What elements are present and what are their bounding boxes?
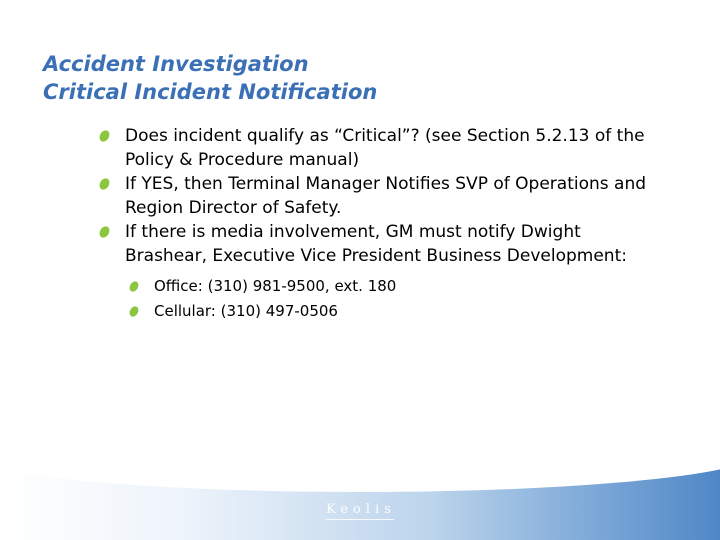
bullet-text: If YES, then Terminal Manager Notifies SVP of Operations and Region Director of Safety. xyxy=(125,174,647,218)
list-item xyxy=(100,172,660,220)
list-item xyxy=(100,220,660,268)
sub-list-item xyxy=(130,274,660,299)
bullet-icon xyxy=(128,280,140,294)
bullet-text: If there is media involvement, GM must notify Dwight Brashear, Executive Vice President Business Development: xyxy=(125,222,627,266)
sub-bullet-text: Cellular: (310) 497-0506 xyxy=(154,302,338,320)
footer-gradient-band xyxy=(0,452,720,540)
bullet-list xyxy=(100,124,660,324)
logo-underline xyxy=(326,519,394,520)
bullet-icon xyxy=(128,305,140,319)
sub-list-item xyxy=(130,299,660,324)
list-item xyxy=(100,124,660,172)
bullet-icon xyxy=(98,129,112,144)
bullet-icon xyxy=(98,225,112,240)
slide-title xyxy=(43,50,377,106)
title-line-2: Critical Incident Notification xyxy=(43,80,378,104)
sub-bullet-text: Office: (310) 981-9500, ext. 180 xyxy=(154,277,397,295)
bullet-text: Does incident qualify as “Critical”? (see Section 5.2.13 of the Policy & Procedure manual) xyxy=(125,126,645,170)
bullet-icon xyxy=(98,177,112,192)
keolis-logo: Keolis xyxy=(326,502,396,517)
title-line-1: Accident Investigation xyxy=(43,52,309,76)
sub-bullet-list xyxy=(130,274,660,324)
